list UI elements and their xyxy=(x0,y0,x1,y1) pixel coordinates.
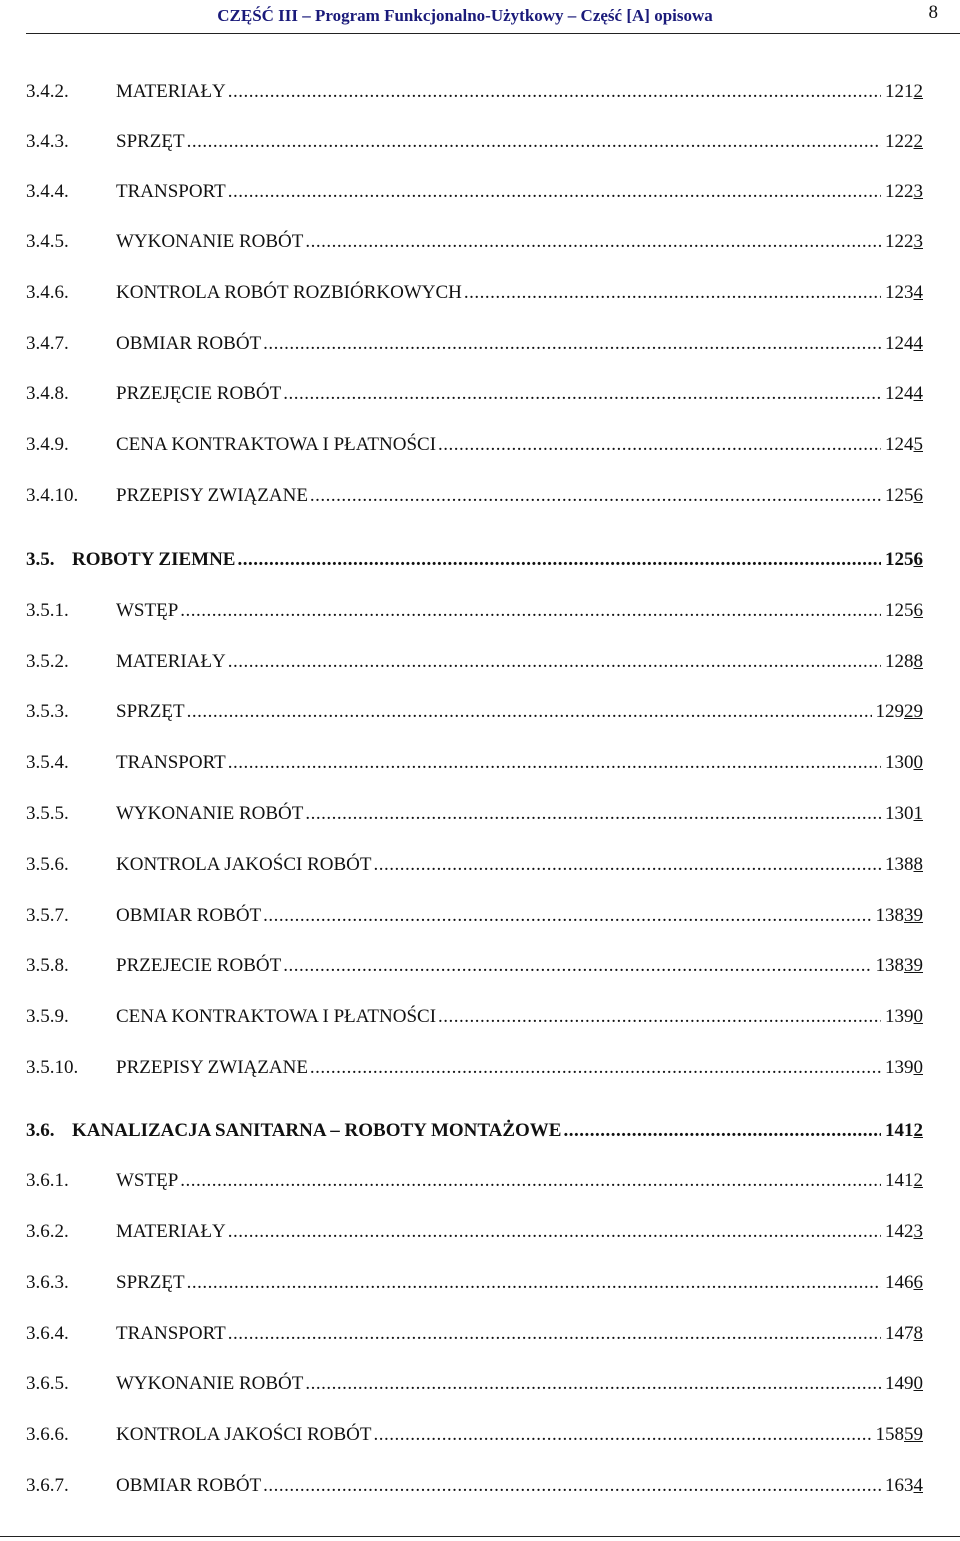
toc-page-number-updated: 8 xyxy=(913,1323,923,1344)
toc-entry-page xyxy=(876,902,924,930)
toc-dot-leader xyxy=(563,1117,881,1145)
toc-dot-leader xyxy=(263,1472,881,1500)
toc-entry-number: 3.5.3. xyxy=(26,701,69,722)
toc-entry-line xyxy=(116,228,923,256)
toc-entry[interactable] xyxy=(0,78,960,106)
toc-page-number-updated: 3 xyxy=(913,1221,923,1242)
toc-entry-number: 3.6.5. xyxy=(26,1373,69,1394)
toc-entry-page xyxy=(885,380,923,408)
toc-entry-number: 3.4.10. xyxy=(26,485,79,506)
toc-entry[interactable] xyxy=(0,1054,960,1082)
toc-entry[interactable] xyxy=(0,1167,960,1195)
toc-entry-title: SPRZĘT xyxy=(116,701,185,722)
toc-entry-line xyxy=(116,800,923,828)
toc-entry-number: 3.5.9. xyxy=(26,1006,69,1027)
toc-page-number: 128 xyxy=(885,651,914,672)
toc-entry-page xyxy=(876,698,924,726)
toc-page-number-updated: 2 xyxy=(913,81,923,102)
toc-entry-page xyxy=(885,330,923,358)
toc-entry-line xyxy=(116,1472,923,1500)
toc-entry-title: PRZEPISY ZWIĄZANE xyxy=(116,1057,308,1078)
toc-entry[interactable] xyxy=(0,1269,960,1297)
toc-entry-line xyxy=(72,546,923,574)
toc-dot-leader xyxy=(283,952,871,980)
toc-page-number: 138 xyxy=(885,854,914,875)
toc-page-number: 138 xyxy=(875,955,904,976)
toc-page-number: 158 xyxy=(875,1424,904,1445)
toc-page-number-updated: 2 xyxy=(913,1120,923,1141)
toc-entry-number: 3.5.2. xyxy=(26,651,69,672)
toc-page-number: 125 xyxy=(885,485,914,506)
toc-entry-line xyxy=(116,1421,923,1449)
toc-entry-page xyxy=(885,1003,923,1031)
toc-entry-page xyxy=(876,1421,924,1449)
toc-entry[interactable] xyxy=(0,128,960,156)
toc-entry-line xyxy=(116,851,923,879)
toc-entry-page xyxy=(885,1117,923,1145)
toc-entry-title: WSTĘP xyxy=(116,1170,179,1191)
toc-page-number-updated: 2 xyxy=(913,1170,923,1191)
toc-entry[interactable] xyxy=(0,698,960,726)
toc-page-number: 125 xyxy=(885,600,914,621)
toc-dot-leader xyxy=(228,1218,881,1246)
toc-page-number-updated: 6 xyxy=(913,1272,923,1293)
toc-dot-leader xyxy=(263,902,871,930)
header-page-number: 8 xyxy=(928,2,938,23)
toc-entry[interactable] xyxy=(0,851,960,879)
toc-entry[interactable] xyxy=(0,482,960,510)
toc-entry-title: KONTROLA JAKOŚCI ROBÓT xyxy=(116,1424,372,1445)
toc-page-number-updated: 0 xyxy=(913,752,923,773)
toc-section-heading[interactable] xyxy=(0,546,960,574)
toc-page-number: 124 xyxy=(885,434,914,455)
toc-page-number: 129 xyxy=(875,701,904,722)
toc-entry-title: OBMIAR ROBÓT xyxy=(116,905,262,926)
toc-entry-title: TRANSPORT xyxy=(116,181,226,202)
footer-divider xyxy=(0,1536,960,1537)
toc-page-number: 146 xyxy=(885,1272,914,1293)
toc-dot-leader xyxy=(283,380,881,408)
toc-entry[interactable] xyxy=(0,1218,960,1246)
toc-entry-title: OBMIAR ROBÓT xyxy=(116,1475,262,1496)
toc-dot-leader xyxy=(438,1003,881,1031)
toc-entry-line xyxy=(116,648,923,676)
toc-entry[interactable] xyxy=(0,648,960,676)
toc-entry-number: 3.6. xyxy=(26,1120,55,1141)
toc-entry-number: 3.4.9. xyxy=(26,434,69,455)
toc-dot-leader xyxy=(464,279,881,307)
toc-entry-line xyxy=(116,597,923,625)
toc-entry-title: PRZEJĘCIE ROBÓT xyxy=(116,383,282,404)
toc-entry-number: 3.4.6. xyxy=(26,282,69,303)
toc-entry-number: 3.5. xyxy=(26,549,55,570)
toc-entry-line xyxy=(116,330,923,358)
toc-entry-line xyxy=(116,128,923,156)
toc-entry-number: 3.4.4. xyxy=(26,181,69,202)
toc-entry-title: KONTROLA JAKOŚCI ROBÓT xyxy=(116,854,372,875)
toc-entry[interactable] xyxy=(0,597,960,625)
toc-page-number-updated: 3 xyxy=(913,231,923,252)
toc-entry-title: PRZEPISY ZWIĄZANE xyxy=(116,485,308,506)
toc-dot-leader xyxy=(228,178,881,206)
toc-entry-title: CENA KONTRAKTOWA I PŁATNOŚCI xyxy=(116,1006,437,1027)
toc-page-number-updated: 0 xyxy=(913,1373,923,1394)
toc-entry-page xyxy=(885,482,923,510)
toc-entry-line xyxy=(116,380,923,408)
toc-entry-page xyxy=(885,228,923,256)
toc-entry-title: WYKONANIE ROBÓT xyxy=(116,803,304,824)
toc-page-number: 141 xyxy=(885,1170,914,1191)
toc-entry-number: 3.5.4. xyxy=(26,752,69,773)
toc-dot-leader xyxy=(187,128,881,156)
toc-dot-leader xyxy=(373,1421,871,1449)
toc-page-number: 149 xyxy=(885,1373,914,1394)
toc-entry-number: 3.5.6. xyxy=(26,854,69,875)
toc-entry[interactable] xyxy=(0,1421,960,1449)
toc-entry-page xyxy=(885,546,923,574)
toc-entry-number: 3.6.6. xyxy=(26,1424,69,1445)
toc-entry-title: SPRZĘT xyxy=(116,1272,185,1293)
toc-page-number: 125 xyxy=(885,549,914,570)
toc-entry-page xyxy=(885,1167,923,1195)
toc-entry-number: 3.4.7. xyxy=(26,333,69,354)
toc-entry-line xyxy=(116,482,923,510)
toc-entry[interactable] xyxy=(0,952,960,980)
toc-entry-title: KONTROLA ROBÓT ROZBIÓRKOWYCH xyxy=(116,282,462,303)
toc-page-number-updated: 59 xyxy=(904,1424,923,1445)
toc-dot-leader xyxy=(310,482,881,510)
toc-page-number: 121 xyxy=(885,81,914,102)
toc-dot-leader xyxy=(228,1320,881,1348)
toc-entry-line xyxy=(72,1117,923,1145)
toc-entry[interactable] xyxy=(0,1472,960,1500)
toc-page-number: 124 xyxy=(885,383,914,404)
toc-dot-leader xyxy=(305,800,881,828)
toc-dot-leader xyxy=(180,1167,881,1195)
toc-page-number: 138 xyxy=(875,905,904,926)
toc-entry-page xyxy=(876,952,924,980)
toc-entry-line xyxy=(116,178,923,206)
toc-page-number-updated: 8 xyxy=(913,854,923,875)
toc-page-number: 123 xyxy=(885,282,914,303)
toc-dot-leader xyxy=(310,1054,881,1082)
toc-entry-title: MATERIAŁY xyxy=(116,81,226,102)
toc-page-number-updated: 3 xyxy=(913,181,923,202)
toc-dot-leader xyxy=(305,1370,881,1398)
toc-entry-line xyxy=(116,902,923,930)
toc-entry-number: 3.6.1. xyxy=(26,1170,69,1191)
toc-dot-leader xyxy=(373,851,881,879)
toc-entry-line xyxy=(116,431,923,459)
toc-page-number-updated: 0 xyxy=(913,1057,923,1078)
toc-entry-number: 3.4.2. xyxy=(26,81,69,102)
toc-dot-leader xyxy=(263,330,881,358)
toc-entry[interactable] xyxy=(0,431,960,459)
toc-dot-leader xyxy=(187,1269,881,1297)
toc-entry-title: WSTĘP xyxy=(116,600,179,621)
toc-dot-leader xyxy=(187,698,872,726)
toc-entry-line xyxy=(116,1167,923,1195)
toc-entry[interactable] xyxy=(0,1320,960,1348)
toc-entry-line xyxy=(116,279,923,307)
toc-page-number-updated: 1 xyxy=(913,803,923,824)
toc-entry-title: MATERIAŁY xyxy=(116,1221,226,1242)
toc-entry[interactable] xyxy=(0,800,960,828)
toc-entry-line xyxy=(116,1370,923,1398)
toc-entry-page xyxy=(885,597,923,625)
toc-dot-leader xyxy=(438,431,881,459)
toc-entry-number: 3.5.8. xyxy=(26,955,69,976)
toc-entry-line xyxy=(116,1003,923,1031)
toc-entry-title: TRANSPORT xyxy=(116,1323,226,1344)
toc-entry[interactable] xyxy=(0,279,960,307)
toc-entry-page xyxy=(885,1269,923,1297)
toc-entry-number: 3.4.8. xyxy=(26,383,69,404)
toc-page-number-updated: 6 xyxy=(913,549,923,570)
toc-entry-title: TRANSPORT xyxy=(116,752,226,773)
toc-page-number-updated: 29 xyxy=(904,701,923,722)
toc-page-number-updated: 0 xyxy=(913,1006,923,1027)
page-header xyxy=(0,0,960,34)
toc-entry-number: 3.6.3. xyxy=(26,1272,69,1293)
toc-dot-leader xyxy=(305,228,881,256)
toc-entry-page xyxy=(885,78,923,106)
toc-entry-title: WYKONANIE ROBÓT xyxy=(116,1373,304,1394)
toc-page-number: 130 xyxy=(885,752,914,773)
toc-page-number-updated: 4 xyxy=(913,282,923,303)
toc-dot-leader xyxy=(237,546,881,574)
toc-entry[interactable] xyxy=(0,178,960,206)
toc-dot-leader xyxy=(228,648,881,676)
toc-page-number: 147 xyxy=(885,1323,914,1344)
toc-entry[interactable] xyxy=(0,380,960,408)
toc-entry-page xyxy=(885,128,923,156)
toc-entry[interactable] xyxy=(0,1003,960,1031)
toc-page-number-updated: 6 xyxy=(913,485,923,506)
toc-entry[interactable] xyxy=(0,228,960,256)
toc-page-number: 122 xyxy=(885,181,914,202)
header-title: CZĘŚĆ III – Program Funkcjonalno-Użytkowy – Część [A] opisowa xyxy=(217,6,713,25)
toc-page-number-updated: 8 xyxy=(913,651,923,672)
toc-entry-page xyxy=(885,648,923,676)
toc-page-number-updated: 4 xyxy=(913,383,923,404)
toc-entry-page xyxy=(885,749,923,777)
toc-page-number: 130 xyxy=(885,803,914,824)
toc-entry-page xyxy=(885,178,923,206)
toc-dot-leader xyxy=(180,597,881,625)
toc-page-number: 124 xyxy=(885,333,914,354)
toc-entry-number: 3.6.7. xyxy=(26,1475,69,1496)
toc-page-number: 163 xyxy=(885,1475,914,1496)
toc-entry-line xyxy=(116,952,923,980)
toc-entry[interactable] xyxy=(0,749,960,777)
toc-entry[interactable] xyxy=(0,330,960,358)
toc-entry-line xyxy=(116,1269,923,1297)
toc-page-number-updated: 39 xyxy=(904,955,923,976)
toc-entry-title: KANALIZACJA SANITARNA – ROBOTY MONTAŻOWE xyxy=(72,1120,562,1141)
toc-entry-line xyxy=(116,749,923,777)
toc-entry-line xyxy=(116,698,923,726)
toc-section-heading[interactable] xyxy=(0,1117,960,1145)
toc-entry-number: 3.5.5. xyxy=(26,803,69,824)
toc-dot-leader xyxy=(228,749,881,777)
toc-entry-number: 3.4.3. xyxy=(26,131,69,152)
toc-entry-title: ROBOTY ZIEMNE xyxy=(72,549,236,570)
toc-page-number-updated: 39 xyxy=(904,905,923,926)
toc-entry-page xyxy=(885,279,923,307)
toc-entry[interactable] xyxy=(0,1370,960,1398)
toc-page-number: 139 xyxy=(885,1006,914,1027)
toc-entry-title: OBMIAR ROBÓT xyxy=(116,333,262,354)
toc-dot-leader xyxy=(228,78,881,106)
toc-page-number-updated: 4 xyxy=(913,333,923,354)
toc-entry-line xyxy=(116,1054,923,1082)
toc-entry-page xyxy=(885,1370,923,1398)
toc-page-number-updated: 2 xyxy=(913,131,923,152)
toc-entry-line xyxy=(116,1320,923,1348)
toc-entry-title: MATERIAŁY xyxy=(116,651,226,672)
toc-entry-number: 3.4.5. xyxy=(26,231,69,252)
toc-entry-page xyxy=(885,800,923,828)
toc-page-number-updated: 4 xyxy=(913,1475,923,1496)
toc-page-number: 142 xyxy=(885,1221,914,1242)
toc-page-number: 141 xyxy=(885,1120,914,1141)
toc-page-number: 122 xyxy=(885,131,914,152)
toc-entry-page xyxy=(885,431,923,459)
toc-entry-number: 3.6.4. xyxy=(26,1323,69,1344)
toc-entry-number: 3.5.1. xyxy=(26,600,69,621)
toc-entry-line xyxy=(116,78,923,106)
toc-entry-title: SPRZĘT xyxy=(116,131,185,152)
toc-entry-number: 3.6.2. xyxy=(26,1221,69,1242)
toc-entry-page xyxy=(885,1054,923,1082)
toc-page-number: 122 xyxy=(885,231,914,252)
toc-entry-number: 3.5.7. xyxy=(26,905,69,926)
toc-page-number-updated: 5 xyxy=(913,434,923,455)
toc-entry-title: CENA KONTRAKTOWA I PŁATNOŚCI xyxy=(116,434,437,455)
toc-entry-page xyxy=(885,1218,923,1246)
toc-page-number: 139 xyxy=(885,1057,914,1078)
toc-entry-page xyxy=(885,1320,923,1348)
toc-entry-title: WYKONANIE ROBÓT xyxy=(116,231,304,252)
toc-entry-line xyxy=(116,1218,923,1246)
toc-page-number-updated: 6 xyxy=(913,600,923,621)
toc-entry[interactable] xyxy=(0,902,960,930)
toc-entry-title: PRZEJECIE ROBÓT xyxy=(116,955,282,976)
toc-entry-page xyxy=(885,1472,923,1500)
toc-entry-number: 3.5.10. xyxy=(26,1057,79,1078)
header-divider xyxy=(26,33,960,34)
toc-entry-page xyxy=(885,851,923,879)
